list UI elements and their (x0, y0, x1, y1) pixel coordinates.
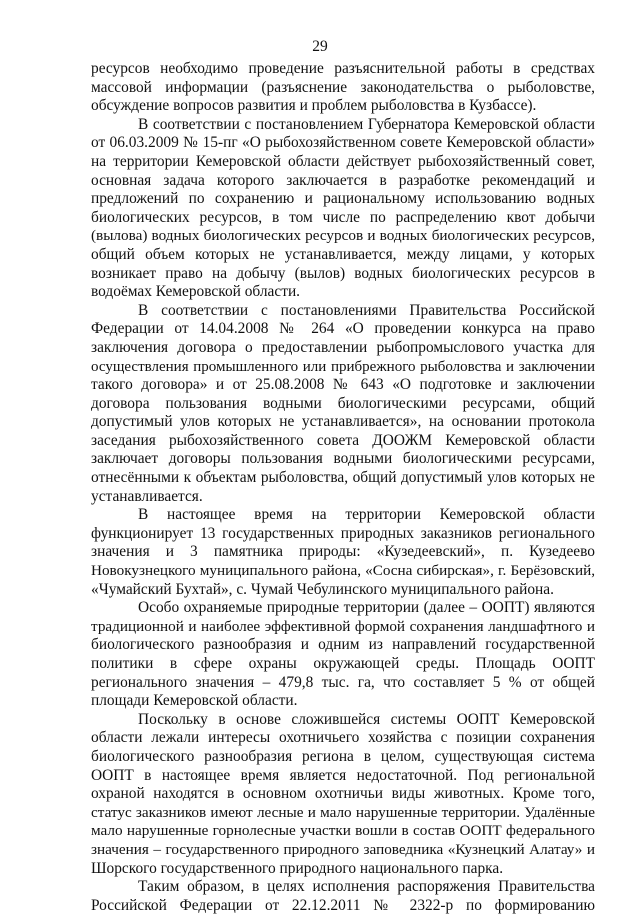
text-line: водоёмах Кемеровской области. (91, 283, 301, 301)
text-line: заключения договора о предоставлении рыбопромыслового участка для (91, 338, 595, 356)
paragraph (91, 60, 595, 116)
text-line: общий объем которых не устанавливается, между лицами, у которых (91, 245, 595, 263)
text-line: Новокузнецкого муниципального района, «Сосна сибирская», г. Берёзовский, (91, 562, 595, 580)
text-line: Особо охраняемые природные территории (далее – ООПТ) являются (138, 599, 595, 617)
text-line: биологического разнообразия и одним из направлений государственной (91, 636, 595, 654)
text-line: договора пользования водными биологическими ресурсами, общий (91, 394, 595, 412)
text-line: Шорского государственного природного национального парка. (91, 859, 504, 877)
text-line: области лежали интересы охотничьего хозяйства с позиции сохранения (91, 729, 595, 747)
text-line: на территории Кемеровской области действует рыбохозяйственный совет, (91, 152, 595, 170)
paragraph (91, 599, 595, 711)
text-line: значения и 3 памятника природы: «Кузедеевский», п. Кузедеево (91, 543, 595, 561)
text-line: устанавливается. (91, 487, 203, 505)
text-line: политики в сфере охраны окружающей среды. Площадь ООПТ (91, 655, 595, 672)
text-line: Таким образом, в целях исполнения распоряжения Правительства (138, 878, 595, 896)
text-line: от 06.03.2009 № 15-пг «О рыбохозяйственном совете Кемеровской области» (91, 134, 595, 152)
paragraph (91, 878, 595, 915)
text-line: заключает договоры пользования водными биологическими ресурсами, (91, 450, 595, 468)
text-line: массовой информации (разъяснение законодательства о рыболовстве, (91, 78, 595, 96)
page-number: 29 (312, 38, 328, 55)
paragraph (91, 116, 595, 302)
paragraph (91, 302, 595, 507)
text-line: В соответствии с постановлениями Правительства Российской (138, 301, 595, 319)
text-line: «Чумайский Бухтай», с. Чумай Чебулинского муниципального района. (91, 580, 554, 598)
text-line: статус заказников имеют лесные и мало нарушенные территории. Удалённые (91, 803, 595, 821)
text-line: значения – государственного природного заповедника «Кузнецкий Алатау» и (91, 840, 595, 858)
text-line: возникает право на добычу (вылов) водных биологических ресурсов в (91, 264, 595, 282)
text-line: заседания рыбохозяйственного совета ДООЖМ Кемеровской области (91, 431, 595, 449)
text-line: отнесёнными к объектам рыболовства, общий допустимый улов которых не (91, 469, 595, 487)
text-line: допустимый улов которых не устанавливается», на основании протокола (91, 413, 595, 431)
text-line: охраной находятся в основном охотничьи виды животных. Кроме того, (91, 785, 595, 803)
text-line: такого договора» и от 25.08.2008 № 643 «О подготовке и заключении (91, 376, 595, 394)
text-line: площади Кемеровской области. (91, 692, 298, 710)
text-line: предложений по сохранению и рациональному использованию водных (91, 190, 595, 208)
paragraph (91, 506, 595, 599)
text-line: мало нарушенные горнолесные участки вошли в состав ООПТ федерального (91, 822, 595, 840)
text-line: традиционной и наиболее эффективной формой сохранения ландшафтного и (91, 617, 595, 635)
document-body (91, 60, 595, 915)
text-line: ресурсов необходимо проведение разъяснительной работы в средствах (91, 60, 595, 77)
text-line: (вылова) водных биологических ресурсов и водных биологических ресурсов, (91, 227, 595, 245)
text-line: функционирует 13 государственных природных заказников регионального (91, 524, 595, 542)
text-line: Российской Федерации от 22.12.2011 № 2322-р по формированию (91, 896, 595, 914)
text-line: биологического разнообразия региона в целом, существующая система (91, 747, 595, 765)
text-line: В соответствии с постановлением Губернатора Кемеровской области (138, 115, 595, 133)
text-line: обсуждение вопросов развития и проблем рыболовства в Кузбассе). (91, 97, 537, 115)
text-line: основная задача которого заключается в разработке рекомендаций и (91, 171, 595, 189)
text-line: Федерации от 14.04.2008 № 264 «О проведении конкурса на право (91, 320, 595, 338)
text-line: осуществления промышленного или прибрежного рыболовства и заключении (91, 358, 595, 375)
paragraph (91, 711, 595, 878)
text-line: В настоящее время на территории Кемеровской области (138, 506, 595, 524)
text-line: биологических ресурсов, в том числе по распределению квот добычи (91, 208, 595, 226)
text-line: регионального значения – 479,8 тыс. га, что составляет 5 % от общей (91, 673, 595, 691)
text-line: Поскольку в основе сложившейся системы ООПТ Кемеровской (138, 710, 595, 728)
text-line: ООПТ в настоящее время является недостаточной. Под региональной (91, 766, 595, 784)
